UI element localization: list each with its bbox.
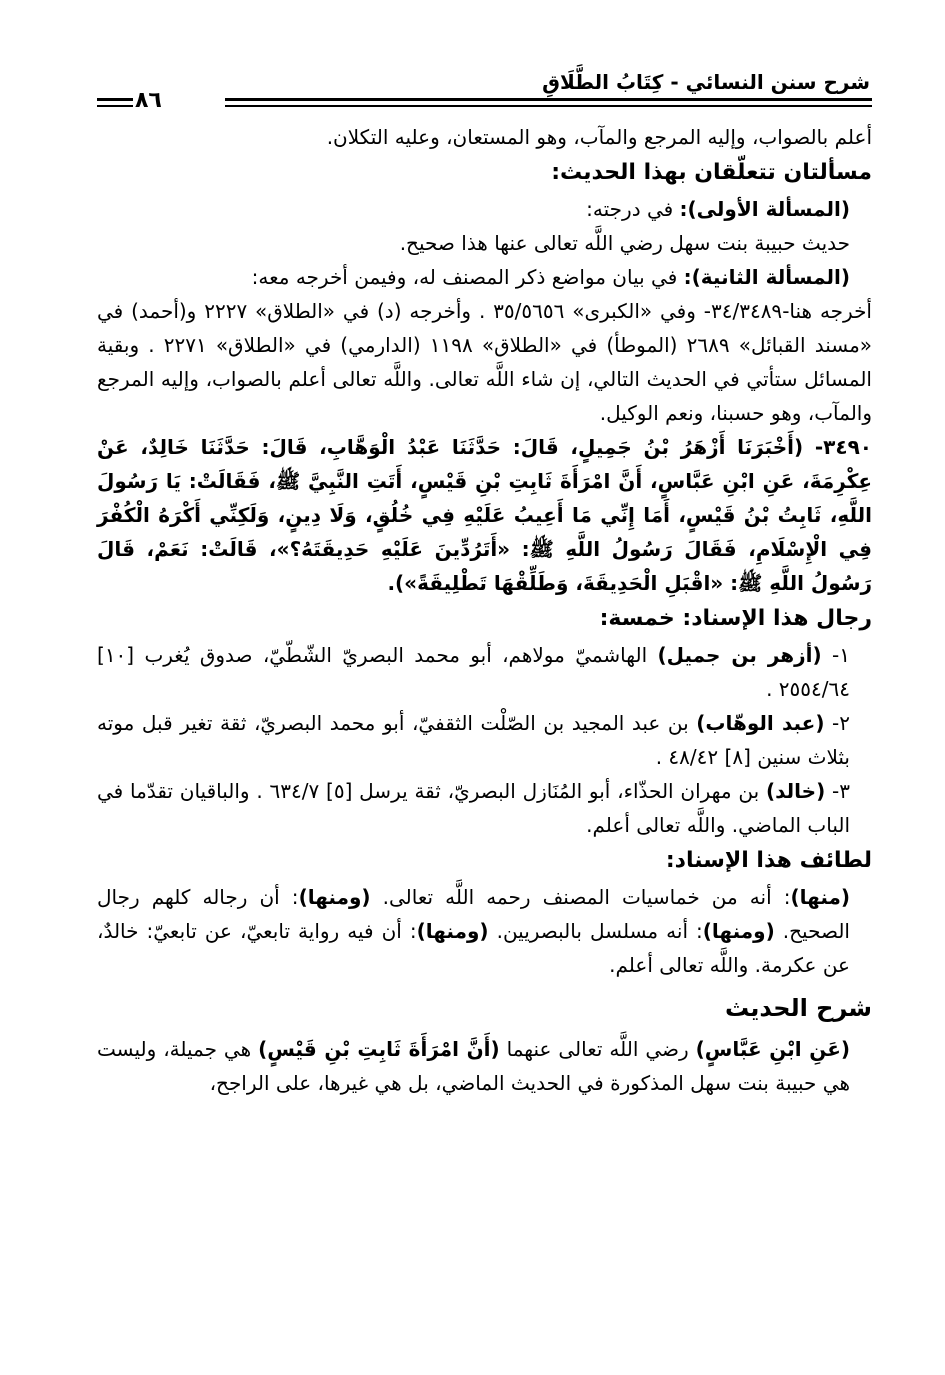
issue-two-text: في بيان مواضع ذكر المصنف له، وفيمن أخرجه معه:: [251, 265, 678, 289]
issue-two-label: (المسألة الثانية):: [683, 265, 850, 289]
narrator-name: (عبد الوهّاب): [696, 711, 825, 735]
section-heading-commentary: شرح الحديث: [725, 994, 872, 1022]
narrator-details: الهاشميّ مولاهم، أبو محمد البصريّ الشّطّيّ، صدوق يُغرب [١٠] ٢٥٥٤/٦٤ .: [97, 643, 850, 701]
narrator-number: ٣-: [825, 779, 850, 803]
issue-two: [97, 260, 872, 294]
hadith-text: ٣٤٩٠- (أَخْبَرَنَا أَزْهَرُ بْنُ جَمِيلٍ، قَالَ: حَدَّثَنَا عَبْدُ الْوَهَّابِ، قَالَ: حَدَّثَنَا خَالِدٌ، عَنْ عِكْرِمَةَ، عَنِ ابْنِ عَبَّاسٍ، أَنَّ امْرَأَةَ ثَابِتِ بْنِ قَيْسٍ، أَتَتِ النَّبِيَّ ﷺ، فَقَالَتْ: يَا رَسُولَ اللَّهِ، ثَابِتُ بْنُ قَيْسٍ، أَمَا إِنِّي مَا أَعِيبُ عَلَيْهِ فِي خُلُقٍ، وَلَا دِينٍ، وَلَكِنِّي أَكْرَهُ الْكُفْرَ فِي الْإِسْلَامِ، فَقَالَ رَسُولُ اللَّهِ ﷺ: «أَتَرُدِّينَ عَلَيْهِ حَدِيقَتَهُ؟»، قَالَتْ: نَعَمْ، قَالَ رَسُولُ اللَّهِ ﷺ: «اقْبَلِ الْحَدِيقَةَ، وَطَلِّقْهَا تَطْلِيقَةً»).: [97, 435, 872, 595]
bold-marker: (ومنها): [416, 919, 489, 943]
header-rule-thin: [225, 105, 872, 107]
page-number: ٨٦: [135, 88, 162, 113]
body-text: [97, 120, 872, 1100]
page-number-rule-thick: [97, 98, 133, 101]
narrator-entry: [97, 706, 872, 774]
section-heading-issues: مسألتان تتعلّقان بهذا الحديث:: [551, 160, 872, 185]
narrator-number: ٢-: [824, 711, 850, 735]
quoted-phrase: (أَنَّ امْرَأَةَ ثَابِتِ بْنِ قَيْسٍ): [258, 1037, 500, 1061]
narrator-entry: [97, 638, 872, 706]
narrator-entry: [97, 774, 872, 842]
issue-one-label: (المسألة الأولى):: [679, 197, 850, 221]
commentary-text: رضي اللَّه تعالى عنهما: [499, 1037, 696, 1061]
subtlety-text: : أنه من خماسيات المصنف رحمه اللَّه تعالى.: [370, 885, 791, 909]
narrator-details: بن عبد المجيد بن الصّلْت الثقفيّ، أبو محمد البصريّ، ثقة تغير قبل موته بثلاث سنين [٨] ٤٨/٤٢ .: [97, 711, 850, 769]
paragraph-closing: أعلم بالصواب، وإليه المرجع والمآب، وهو المستعان، وعليه التكلان.: [326, 125, 872, 149]
subtlety-text: : أنه مسلسل بالبصريين.: [488, 919, 703, 943]
book-page: [97, 60, 872, 1100]
issue-one-text: في درجته:: [586, 197, 674, 221]
commentary-paragraph: [97, 1032, 872, 1100]
page-number-rule-thin: [97, 105, 133, 107]
page-header: [97, 60, 872, 120]
narrator-name: (أزهر بن جميل): [657, 643, 822, 667]
takhrij-paragraph: أخرجه هنا-٣٤/٣٤٨٩- وفي «الكبرى» ٣٥/٥٦٥٦ . وأخرجه (د) في «الطلاق» ٢٢٢٧ و(أحمد) في «مسند القبائل» ٢٦٨٩ (الموطأ) في «الطلاق» ١١٩٨ (الدارمي) في «الطلاق» ٢٢٧١ . وبقية المسائل ستأتي في الحديث التالي، إن شاء اللَّه تعالى. واللَّه تعالى أعلم بالصواب، وإليه المرجع والمآب، وهو حسبنا، ونعم الوكيل.: [97, 299, 873, 425]
grading-paragraph: حديث حبيبة بنت سهل رضي اللَّه تعالى عنها هذا صحيح.: [399, 231, 850, 255]
narrator-number: ١-: [821, 643, 850, 667]
bold-marker: (منها): [790, 885, 851, 909]
section-heading-subtleties: لطائف هذا الإسناد:: [665, 848, 872, 873]
section-heading-narrators: رجال هذا الإسناد: خمسة:: [599, 606, 872, 631]
narrator-name: (خالد): [765, 779, 826, 803]
subtlety-text: : أن رجاله كلهم رجال الصحيح.: [97, 885, 850, 943]
bold-marker: (ومنها): [702, 919, 775, 943]
running-title: شرح سنن النسائي - كِتَابُ الطَّلَاقِ: [542, 70, 870, 94]
subtleties-paragraph: [97, 880, 872, 982]
bold-marker: (ومنها): [298, 885, 371, 909]
commentary-text: هي جميلة، وليست هي حبيبة بنت سهل المذكورة في الحديث الماضي، بل هي غيرها، على الراجح،: [97, 1037, 850, 1095]
header-rule-thick: [225, 98, 872, 101]
issue-one: [97, 192, 872, 226]
quoted-phrase: (عَنِ ابْنِ عَبَّاسٍ): [695, 1037, 850, 1061]
subtlety-text: : أن فيه رواية تابعيّ، عن تابعيّ: خالدٌ، عن عكرمة. واللَّه تعالى أعلم.: [97, 919, 850, 977]
narrator-details: بن مهران الحذّاء، أبو المُنَازل البصريّ، ثقة يرسل [٥] ٦٣٤/٧ . والباقيان تقدّما في الباب الماضي. واللَّه تعالى أعلم.: [97, 779, 850, 837]
